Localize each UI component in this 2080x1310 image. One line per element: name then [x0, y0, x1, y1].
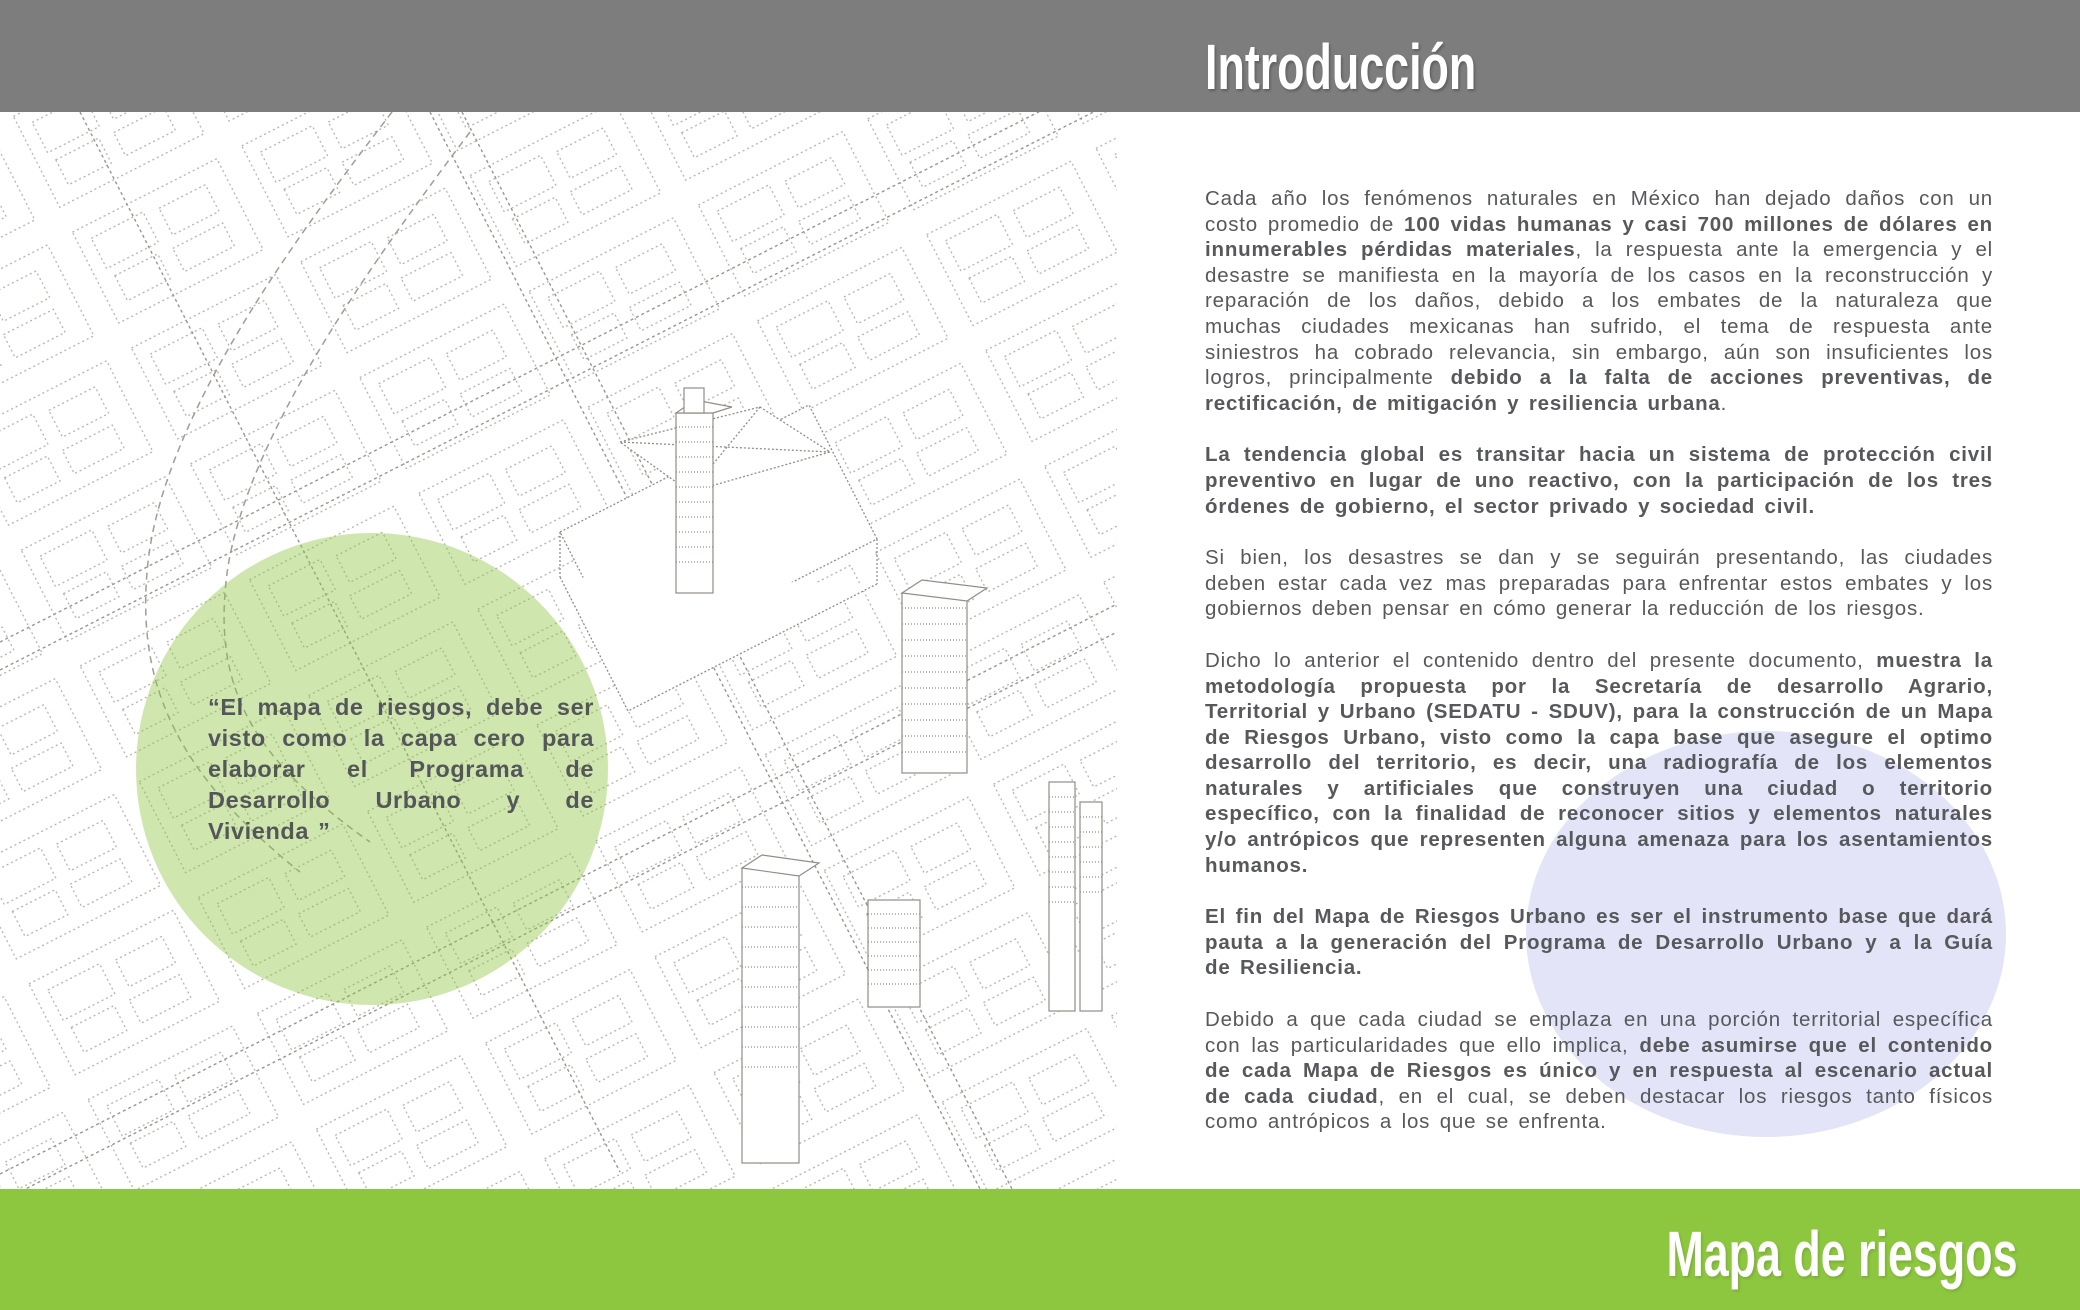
page-title: Introducción	[1205, 31, 1477, 103]
paragraph: Cada año los fenómenos naturales en México han dejado daños con un costo promedio de 100 vidas humanas y casi 700 millones de dólares en innumerables pérdidas materiales, la respuesta ante la emergencia y el desastre se manifiesta en la mayoría de los casos en la reconstrucción y reparación de los daños, debido a los embates de la naturaleza que muchas ciudades mexicanas han sufrido, el tema de respuesta ante siniestros ha cobrado relevancia, sin embargo, aún son insuficientes los logros, principalmente debido a la falta de acciones preventivas, de rectificación, de mitigación y resiliencia urbana.	[1205, 187, 1994, 415]
paragraph: El fin del Mapa de Riesgos Urbano es ser el instrumento base que dará pauta a la generación del Programa de Desarrollo Urbano y a la Guía de Resiliencia.	[1205, 905, 1993, 980]
body-text	[1205, 186, 1993, 1161]
paragraph: Dicho lo anterior el contenido dentro del presente documento, muestra la metodología propuesta por la Secretaría de desarrollo Agrario, Territorial y Urbano (SEDATU - SDUV), para la construcción de un Mapa de Riesgos Urbano, visto como la capa base que asegure el optimo desarrollo del territorio, es decir, una radiografía de los elementos naturales y artificiales que construyen una ciudad o territorio específico, con la finalidad de reconocer sitios y elementos naturales y/o antrópicos que representen alguna amenaza para los asentamientos humanos.	[1205, 648, 1993, 877]
footer-bar	[0, 1189, 2080, 1310]
quote-text: “El mapa de riesgos, debe ser visto como la capa cero para elaborar el Programa de Desarrollo Urbano y de Vivienda ”	[208, 694, 594, 844]
header-bar	[0, 0, 2080, 112]
paragraph: Si bien, los desastres se dan y se seguirán presentando, las ciudades deben estar cada vez mas preparadas para enfrentar estos embates y los gobiernos deben pensar en cómo generar la reducción de los riesgos.	[1205, 546, 1993, 621]
footer-title: Mapa de riesgos	[1665, 1218, 2017, 1290]
paragraph: La tendencia global es transitar hacia un sistema de protección civil preventivo en lugar de uno reactivo, con la participación de los tres órdenes de gobierno, el sector privado y sociedad civil.	[1205, 443, 1993, 518]
paragraph: Debido a que cada ciudad se emplaza en una porción territorial específica con las particularidades que ello implica, debe asumirse que el contenido de cada Mapa de Riesgos es único y en respuesta al escenario actual de cada ciudad, en el cual, se deben destacar los riesgos tanto físicos como antrópicos a los que se enfrenta.	[1205, 1008, 1994, 1134]
